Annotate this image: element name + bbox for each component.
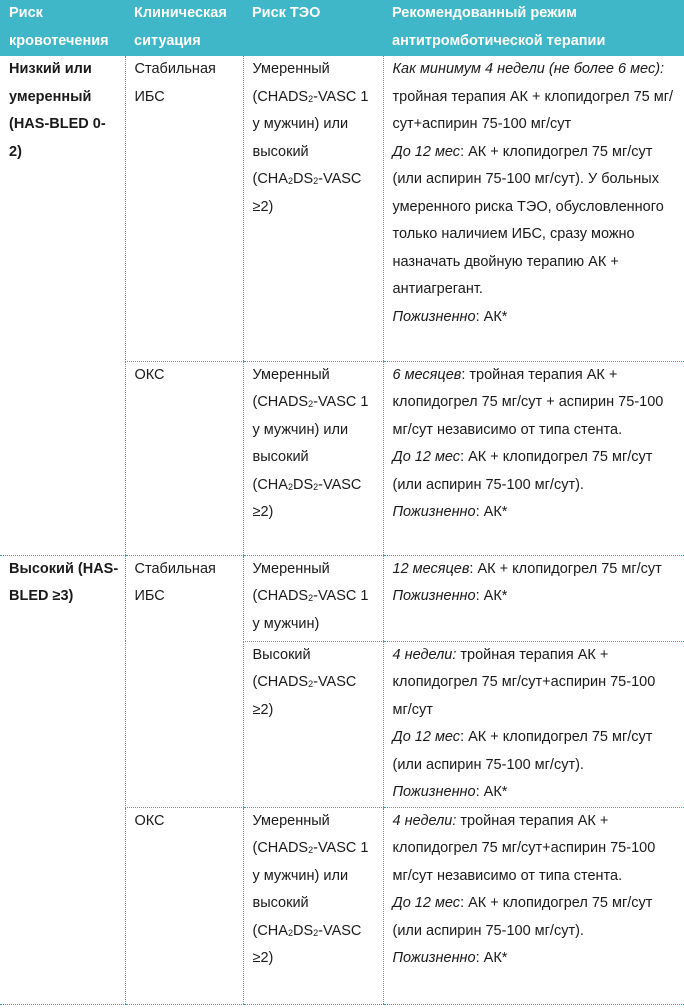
therapy-cell: 4 недели: тройная терапия АК + клопидогрел 75 мг/сут+аспирин 75-100 мг/сут независимо от типа стента. До 12 мес: АК + клопидогрел 75 мг/сут (или аспирин 75-100 мг/сут). Пожизненно: АК* bbox=[383, 807, 684, 1004]
teo-risk-cell: Умеренный ($CHADS_2$-VASC 1 у мужчин) или высокий ($CHA_2DS_2$-VASC ≥2) bbox=[243, 361, 383, 555]
therapy-cell: 12 месяцев: АК + клопидогрел 75 мг/сут Пожизненно: АК* bbox=[383, 555, 684, 641]
therapy-cell: 4 недели: тройная терапия АК + клопидогрел 75 мг/сут+аспирин 75-100 мг/сут До 12 мес: АК + клопидогрел 75 мг/сут (или аспирин 75-100 мг/сут). Пожизненно: АК* bbox=[383, 641, 684, 807]
teo-risk-cell: Высокий ($CHADS_2$-VASC ≥2) bbox=[243, 641, 383, 807]
bleeding-risk-low: Низкий или умеренный (HAS-BLED 0-2) bbox=[0, 56, 125, 555]
situation-acs: ОКС bbox=[125, 361, 243, 555]
table-header-row bbox=[0, 0, 684, 56]
header-clinical-situation: Клиническая ситуация bbox=[125, 0, 243, 56]
therapy-cell: Как минимум 4 недели (не более 6 мес): тройная терапия АК + клопидогрел 75 мг/сут+аспирин 75-100 мг/сут До 12 мес: АК + клопидогрел 75 мг/сут (или аспирин 75-100 мг/сут). У больных умеренного риска ТЭО, обусловленного только наличием ИБС, сразу можно назначать двойную терапию АК + антиагрегант. Пожизненно: АК* bbox=[383, 56, 684, 361]
header-teo-risk: Риск ТЭО bbox=[243, 0, 383, 56]
situation-stable-ihd: Стабильная ИБС bbox=[125, 56, 243, 361]
therapy-cell: 6 месяцев: тройная терапия АК + клопидогрел 75 мг/сут + аспирин 75-100 мг/сут независимо от типа стента. До 12 мес: АК + клопидогрел 75 мг/сут (или аспирин 75-100 мг/сут). Пожизненно: АК* bbox=[383, 361, 684, 555]
table-row bbox=[0, 555, 684, 641]
situation-acs: ОКС bbox=[125, 807, 243, 1004]
situation-stable-ihd: Стабильная ИБС bbox=[125, 555, 243, 807]
table-row bbox=[0, 56, 684, 361]
header-therapy-regimen: Рекомендованный режим антитромботической терапии bbox=[383, 0, 684, 56]
teo-risk-cell: Умеренный ($CHADS_2$-VASC 1 у мужчин) или высокий ($CHA_2DS_2$-VASC ≥2) bbox=[243, 807, 383, 1004]
teo-risk-cell: Умеренный ($CHADS_2$-VASC 1 у мужчин) bbox=[243, 555, 383, 641]
teo-risk-cell: Умеренный ($CHADS_2$-VASC 1 у мужчин) или высокий ($CHA_2DS_2$-VASC ≥2) bbox=[243, 56, 383, 361]
bleeding-risk-high: Высокий (HAS-BLED ≥3) bbox=[0, 555, 125, 1004]
header-bleeding-risk: Риск кровотечения bbox=[0, 0, 125, 56]
